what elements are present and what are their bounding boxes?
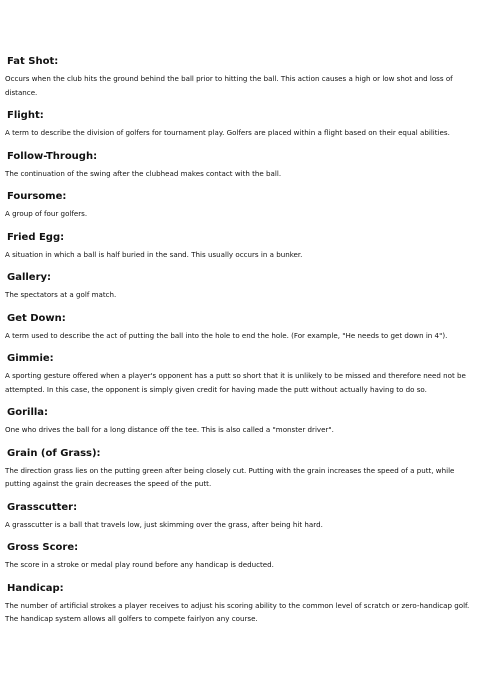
glossary-entry-follow-through <box>5 149 470 181</box>
term-heading: Fat Shot: <box>7 56 59 67</box>
term-heading: Foursome: <box>7 191 67 202</box>
term-heading: Gross Score: <box>7 542 79 553</box>
term-heading: Grain (of Grass): <box>7 447 101 459</box>
glossary-entry-grain-of-grass <box>5 446 470 491</box>
term-heading: Gorilla: <box>7 407 49 418</box>
term-definition: A sporting gesture offered when a player's opponent has a putt so short that it is unlikely to be missed and therefore need not be attempted. In this case, the opponent is simply given credit for having made the putt without actually having to do so. <box>5 371 466 394</box>
glossary-entry-gallery <box>5 270 470 302</box>
term-heading: Fried Egg: <box>7 231 65 243</box>
glossary-entry-fat-shot <box>5 54 470 99</box>
glossary-entry-gimmie <box>5 351 470 396</box>
term-heading: Gimmie: <box>7 353 54 364</box>
glossary-entry-flight <box>5 108 470 140</box>
term-definition: The continuation of the swing after the clubhead makes contact with the ball. <box>5 168 282 178</box>
term-definition: The direction grass lies on the putting green after being closely cut. Putting with the grain increases the speed of a putt, while putting against the grain decreases the speed of the putt. <box>5 465 455 488</box>
glossary-entry-grasscutter <box>5 500 470 532</box>
term-definition: The score in a stroke or medal play round before any handicap is deducted. <box>5 560 274 569</box>
term-heading: Follow-Through: <box>7 150 98 162</box>
term-heading: Get Down: <box>7 312 66 324</box>
term-definition: A group of four golfers. <box>5 209 88 218</box>
glossary-entry-get-down <box>5 311 470 343</box>
glossary-entry-gross-score <box>5 540 470 572</box>
term-definition: The spectators at a golf match. <box>5 290 117 299</box>
glossary-entry-fried-egg <box>5 230 470 262</box>
term-heading: Gallery: <box>7 272 52 283</box>
term-definition: One who drives the ball for a long distance off the tee. This is also called a "monster driver". <box>5 425 334 434</box>
term-heading: Flight: <box>7 110 44 121</box>
glossary-entry-foursome <box>5 189 470 221</box>
term-definition: A term to describe the division of golfers for tournament play. Golfers are placed within a flight based on their equal abilities. <box>5 128 450 137</box>
term-definition: A term used to describe the act of putting the ball into the hole to end the hole. (For example, "He needs to get down in 4"). <box>5 330 448 340</box>
glossary-entry-handicap <box>5 581 470 626</box>
glossary-entry-gorilla <box>5 405 470 437</box>
term-definition: The number of artificial strokes a player receives to adjust his scoring ability to the common level of scratch or zero-handicap golf. The handicap system allows all golfers to compete fairlyon any course. <box>5 600 470 623</box>
term-definition: A situation in which a ball is half buried in the sand. This usually occurs in a bunker. <box>5 249 303 259</box>
term-definition: Occurs when the club hits the ground behind the ball prior to hitting the ball. This action causes a high or low shot and loss of distance. <box>5 74 453 97</box>
term-heading: Grasscutter: <box>7 501 78 513</box>
term-heading: Handicap: <box>7 582 64 594</box>
term-definition: A grasscutter is a ball that travels low, just skimming over the grass, after being hit hard. <box>5 519 323 529</box>
